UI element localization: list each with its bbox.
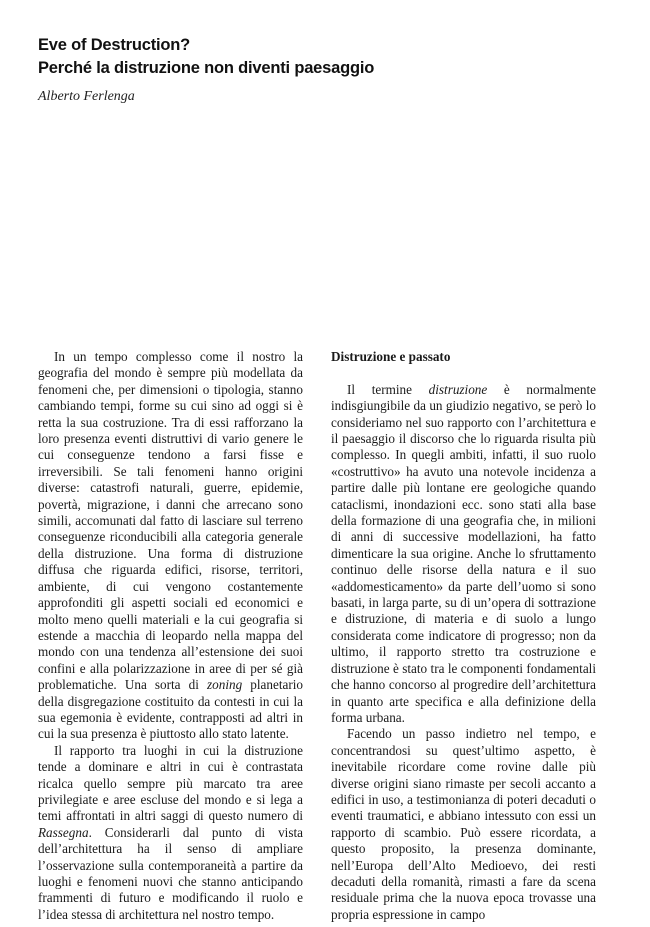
paragraph: In un tempo complesso come il nostro la geografia del mondo è sempre più modellata da fenomeni che, per dimensioni o tipologia, stanno cambiando tempi, forme su cui sino ad oggi si è retta la sua costruzione. Tra di essi rafforzano la loro presenza eventi distruttivi di vario genere le cui conseguenze tendono a farsi fisse e irreversibili. Se tali fenomeni hanno origini diverse: catastrofi naturali, guerre, epidemie, povertà, migrazione, i danni che arrecano sono simili, accomunati dal fatto di lasciare sul terreno conseguenze riconducibili alla categoria generale della distruzione. Una forma di distruzione diffusa che riguarda edifici, risorse, territori, ambiente, di cui vengono costantemente approfonditi gli aspetti sociali ed economici e molto meno quelli materiali e la cui geografia si estende a macchia di leopardo nella mappa del mondo con una tendenza all’estensione dei suoi confini e alla polarizzazione in aree di per sé già problematiche. Una sorta di zoning planetario della disgregazione costituito da contesti in cui la sua egemonia è evidente, contrapposti ad altri in cui la sua presenza è piuttosto allo stato latente. [38,349,303,742]
emphasis: distruzione [428,381,488,397]
author-name: Alberto Ferlenga [38,89,135,104]
paragraph: Il rapporto tra luoghi in cui la distruzione tende a dominare e altri in cui è contrastata ricalca quello sempre più marcato tra aree privilegiate e aree escluse del mondo e si lega a temi affrontati in altri saggi di questo numero di Rassegna. Considerarli dal punto di vista dell’architettura ha il senso di ampliare l’osservazione sulla contemporaneità a partire da luoghi e fenomeni nuovi che stanno anticipando frammenti di futuro e modificando il ruolo e l’idea stessa di architettura nel nostro tempo. [38,742,303,922]
emphasis: zoning [207,677,243,693]
left-text-column [38,349,303,923]
right-text-column [331,349,596,923]
article-header [38,34,618,105]
article-subtitle: Perché la distruzione non diventi paesaggio [38,59,375,77]
article-title: Eve of Destruction? [38,36,191,54]
section-heading: Distruzione e passato [331,349,451,364]
emphasis: Rassegna [38,824,89,840]
paragraph: Facendo un passo indietro nel tempo, e concentrandosi su quest’ultimo aspetto, è inevitabile ricordare come rovine dalle più diverse origini siano rimaste per secoli accanto a edifici in uso, a testimonianza di poteri decaduti o eventi traumatici, e abbiano intessuto con essi un rapporto di scambio. Può essere ricordata, a questo proposito, la presenza dominante, nell’Europa dell’Alto Medioevo, dei resti decaduti della romanità, rimasti a fare da scena residuale prima che la nuova epoca trovasse una propria espressione in campo [331,726,596,922]
paragraph: Il termine distruzione è normalmente indisgiungibile da un giudizio negativo, se però lo consideriamo nel suo rapporto con l’architettura e il paesaggio il discorso che lo riguarda risulta più complesso. In quegli ambiti, infatti, il suo ruolo «costruttivo» ha avuto una notevole incidenza a partire dalle più lontane ere geologiche quando cataclismi, inondazioni ecc. sono stati alla base della formazione di una geografia che, in milioni di anni di successive modellazioni, ha fatto dimenticare la sua origine. Anche lo sfruttamento continuo delle risorse della natura e il suo «addomesticamento» da parte dell’uomo si sono basati, in larga parte, su di un’opera di sottrazione e distruzione, di materia e di suolo a lungo considerata come indicatore di progresso; non da ultimo, il rapporto stretto tra costruzione e distruzione è stato tra le componenti fondamentali che hanno concorso al progredire dell’architettura in quanto arte specifica e alla definizione della forma urbana. [331,381,596,725]
